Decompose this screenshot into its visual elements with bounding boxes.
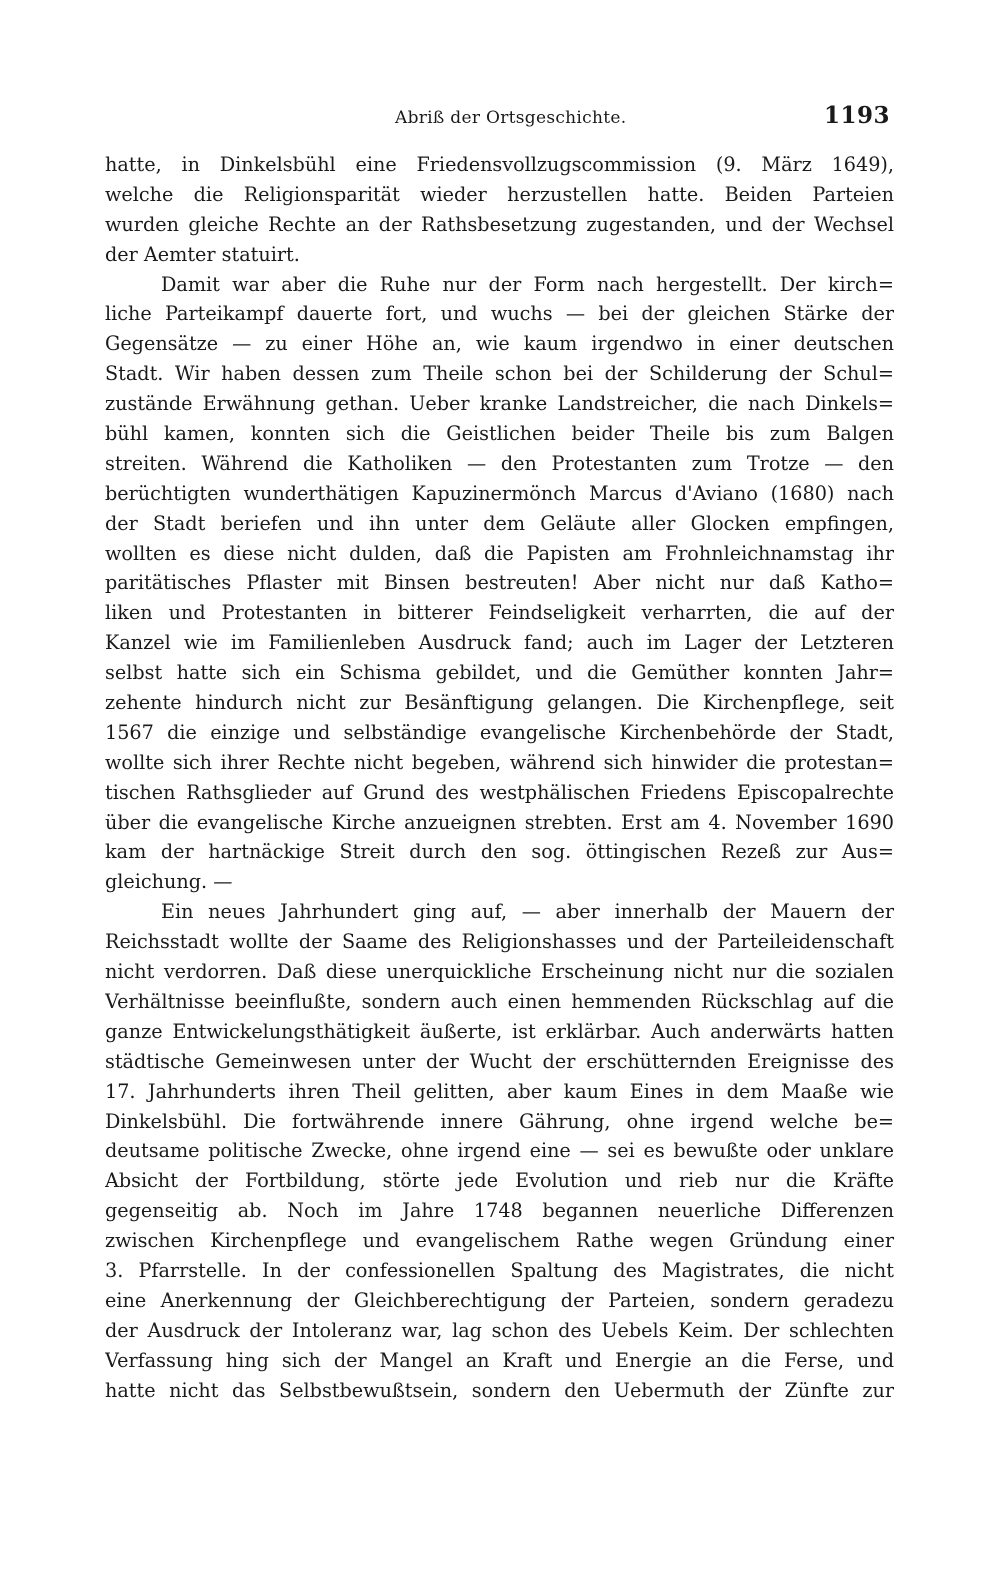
text-line: bühl kamen, konnten sich die Geistlichen beider Theile bis zum Balgen (105, 422, 894, 446)
page-header (0, 102, 1000, 138)
text-line: zwischen Kirchenpflege und evangelischem Rathe wegen Gründung einer (105, 1229, 894, 1253)
running-title: Abriß der Ortsgeschichte. (395, 108, 627, 128)
text-line: ganze Entwickelungsthätigkeit äußerte, ist erklärbar. Auch anderwärts hatten (105, 1019, 894, 1043)
paragraph (105, 270, 894, 898)
body-text (105, 150, 894, 1405)
text-line: nicht verdorren. Daß diese unerquickliche Erscheinung nicht nur die sozialen (105, 960, 894, 984)
text-line: welche die Religionsparität wieder herzustellen hatte. Beiden Parteien (105, 182, 894, 206)
text-line: zehente hindurch nicht zur Besänftigung gelangen. Die Kirchenpflege, seit (105, 691, 894, 715)
text-line: 17. Jahrhunderts ihren Theil gelitten, aber kaum Eines in dem Maaße wie (105, 1079, 894, 1103)
text-line: tischen Rathsglieder auf Grund des westphälischen Friedens Episcopalrechte (105, 780, 894, 804)
paragraph (105, 150, 894, 270)
text-line: der Aemter statuirt. (105, 242, 300, 266)
text-line: städtische Gemeinwesen unter der Wucht der erschütternden Ereignisse des (105, 1049, 894, 1073)
text-line: berüchtigten wunderthätigen Kapuzinermönch Marcus d'Aviano (1680) nach (105, 481, 894, 505)
text-line: wollten es diese nicht dulden, daß die Papisten am Frohnleichnamstag ihr (105, 541, 894, 565)
text-line: der Ausdruck der Intoleranz war, lag schon des Uebels Keim. Der schlechten (105, 1318, 894, 1342)
text-line: hatte nicht das Selbstbewußtsein, sondern den Uebermuth der Zünfte zur (105, 1378, 894, 1402)
text-line: selbst hatte sich ein Schisma gebildet, und die Gemüther konnten Jahr= (105, 661, 894, 685)
paragraph (105, 897, 894, 1405)
text-line: gleichung. — (105, 870, 233, 894)
text-line: gegenseitig ab. Noch im Jahre 1748 begannen neuerliche Differenzen (105, 1199, 894, 1223)
text-line: Ein neues Jahrhundert ging auf, — aber innerhalb der Mauern der (161, 900, 894, 924)
text-line: liche Parteikampf dauerte fort, und wuchs — bei der gleichen Stärke der (105, 302, 894, 326)
text-line: kam der hartnäckige Streit durch den sog. öttingischen Rezeß zur Aus= (105, 840, 894, 864)
text-line: Gegensätze — zu einer Höhe an, wie kaum irgendwo in einer deutschen (105, 332, 894, 356)
text-line: streiten. Während die Katholiken — den Protestanten zum Trotze — den (105, 451, 894, 475)
text-line: Verhältnisse beeinflußte, sondern auch einen hemmenden Rückschlag auf die (105, 989, 894, 1013)
text-line: hatte, in Dinkelsbühl eine Friedensvollzugscommission (9. März 1649), (105, 153, 894, 176)
text-line: über die evangelische Kirche anzueignen strebten. Erst am 4. November 1690 (105, 810, 894, 834)
text-line: Damit war aber die Ruhe nur der Form nach hergestellt. Der kirch= (161, 272, 894, 296)
text-line: liken und Protestanten in bitterer Feindseligkeit verharrten, die auf der (105, 601, 894, 625)
page-number: 1193 (823, 102, 890, 129)
text-line: Dinkelsbühl. Die fortwährende innere Gährung, ohne irgend welche be= (105, 1109, 894, 1133)
text-line: zustände Erwähnung gethan. Ueber kranke Landstreicher, die nach Dinkels= (105, 392, 894, 416)
text-line: 1567 die einzige und selbständige evangelische Kirchenbehörde der Stadt, (105, 720, 894, 744)
text-line: Verfassung hing sich der Mangel an Kraft und Energie an die Ferse, und (105, 1348, 894, 1372)
text-line: wurden gleiche Rechte an der Rathsbesetzung zugestanden, und der Wechsel (105, 212, 894, 236)
text-line: 3. Pfarrstelle. In der confessionellen Spaltung des Magistrates, die nicht (105, 1258, 894, 1282)
text-line: der Stadt beriefen und ihn unter dem Geläute aller Glocken empfingen, (105, 511, 894, 535)
text-line: Stadt. Wir haben dessen zum Theile schon bei der Schilderung der Schul= (105, 362, 894, 386)
text-line: Kanzel wie im Familienleben Ausdruck fand; auch im Lager der Letzteren (105, 631, 894, 655)
text-line: deutsame politische Zwecke, ohne irgend eine — sei es bewußte oder unklare (105, 1139, 894, 1163)
text-line: paritätisches Pflaster mit Binsen bestreuten! Aber nicht nur daß Katho= (105, 571, 894, 595)
text-line: Reichsstadt wollte der Saame des Religionshasses und der Parteileidenschaft (105, 930, 894, 954)
text-line: eine Anerkennung der Gleichberechtigung der Parteien, sondern geradezu (105, 1288, 894, 1312)
text-line: wollte sich ihrer Rechte nicht begeben, während sich hinwider die protestan= (105, 750, 894, 774)
text-line: Absicht der Fortbildung, störte jede Evolution und rieb nur die Kräfte (105, 1169, 894, 1193)
